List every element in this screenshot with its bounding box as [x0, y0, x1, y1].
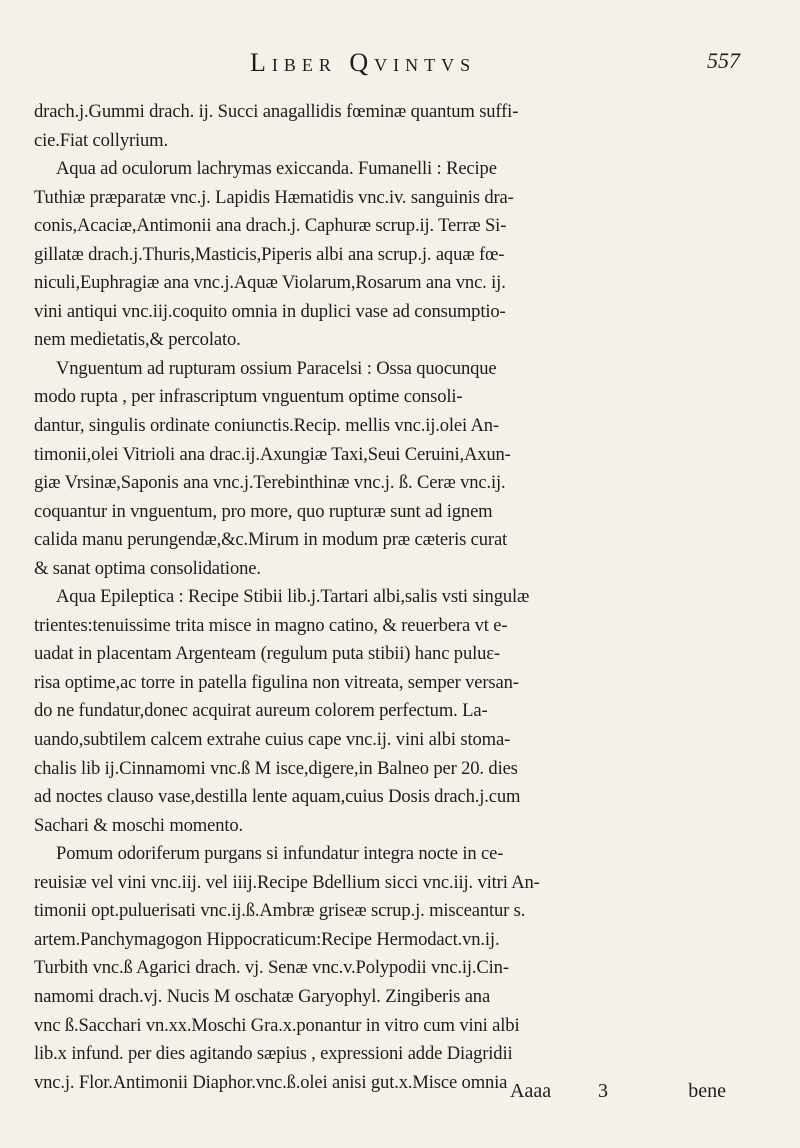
text-line: niculi,Euphragiæ ana vnc.j.Aquæ Violarum,Rosarum ana vnc. ij. — [34, 272, 506, 294]
page-number: 557 — [707, 48, 740, 73]
text-line: reuisiæ vel vini vnc.iij. vel iiij.Recipe Bdellium sicci vnc.iij. vitri An- — [34, 871, 540, 893]
running-title: Liber Qvintvs — [250, 48, 477, 77]
body-text — [34, 98, 766, 1097]
text-line: Tuthiæ præparatæ vnc.j. Lapidis Hæmatidis vnc.iv. sanguinis dra- — [34, 186, 514, 208]
text-line: Turbith vnc.ß Agarici drach. vj. Senæ vnc.v.Polypodii vnc.ij.Cin- — [34, 957, 509, 979]
text-line: vini antiqui vnc.iij.coquito omnia in duplici vase ad consumptio- — [34, 300, 506, 322]
text-line: giæ Vrsinæ,Saponis ana vnc.j.Terebinthinæ vnc.j. ß. Ceræ vnc.ij. — [34, 472, 506, 494]
page-footer — [0, 1080, 726, 1110]
text-line: vnc.j. Flor.Antimonii Diaphor.vnc.ß.olei anisi gut.x.Misce omnia — [34, 1071, 508, 1093]
text-line: Aqua Epileptica : Recipe Stibii lib.j.Tartari albi,salis vsti singulæ — [56, 586, 530, 608]
paragraph — [34, 155, 766, 355]
text-line: chalis lib ij.Cinnamomi vnc.ß M isce,digere,in Balneo per 20. dies — [34, 757, 518, 779]
text-line: Sachari & moschi momento. — [34, 814, 244, 836]
paragraph — [34, 98, 766, 155]
text-line: vnc ß.Sacchari vn.xx.Moschi Gra.x.ponantur in vitro cum vini albi — [34, 1014, 520, 1036]
text-line: Pomum odoriferum purgans si infundatur integra nocte in ce- — [56, 843, 504, 865]
paragraph — [34, 355, 766, 583]
text-line: Aqua ad oculorum lachrymas exiccanda. Fumanelli : Recipe — [56, 158, 497, 180]
paragraph — [34, 840, 766, 1097]
text-line: artem.Panchymagogon Hippocraticum:Recipe Hermodact.vn.ij. — [34, 928, 500, 950]
text-line: cie.Fiat collyrium. — [34, 129, 168, 151]
catchword: bene — [688, 1080, 726, 1102]
text-line: ad noctes clauso vase,destilla lente aquam,cuius Dosis drach.j.cum — [34, 786, 521, 808]
text-line: trientes:tenuissime trita misce in magno catino, & reuerbera vt e- — [34, 614, 508, 636]
signature-mark: Aaaa — [510, 1080, 552, 1102]
text-line: uando,subtilem calcem extrahe cuius cape vnc.ij. vini albi stoma- — [34, 729, 511, 751]
text-line: calida manu perungendæ,&c.Mirum in modum præ cæteris curat — [34, 529, 508, 551]
text-line: & sanat optima consolidatione. — [34, 557, 261, 579]
running-head — [250, 48, 740, 88]
text-line: do ne fundatur,donec acquirat aureum colorem perfectum. La- — [34, 700, 488, 722]
signature-number: 3 — [598, 1080, 608, 1102]
text-line: nem medietatis,& percolato. — [34, 329, 241, 351]
paragraph — [34, 583, 766, 840]
text-line: uadat in placentam Argenteam (regulum puta stibii) hanc puluε- — [34, 643, 500, 665]
text-line: lib.x infund. per dies agitando sæpius , expressioni adde Diagridii — [34, 1043, 513, 1065]
text-line: dantur, singulis ordinate coniunctis.Recip. mellis vnc.ij.olei An- — [34, 415, 499, 437]
text-line: gillatæ drach.j.Thuris,Masticis,Piperis albi ana scrup.j. aquæ fœ- — [34, 243, 505, 265]
text-line: drach.j.Gummi drach. ij. Succi anagallidis fœminæ quantum suffi- — [34, 101, 519, 122]
text-line: namomi drach.vj. Nucis M oschatæ Garyophyl. Zingiberis ana — [34, 985, 491, 1007]
text-line: coquantur in vnguentum, pro more, quo rupturæ sunt ad ignem — [34, 500, 493, 522]
text-line: Vnguentum ad rupturam ossium Paracelsi : Ossa quocunque — [56, 357, 497, 379]
text-line: timonii,olei Vitrioli ana drac.ij.Axungiæ Taxi,Seui Ceruini,Axun- — [34, 443, 511, 465]
text-line: modo rupta , per infrascriptum vnguentum optime consoli- — [34, 386, 463, 408]
text-line: risa optime,ac torre in patella figulina non vitreata, semper versan- — [34, 671, 519, 693]
text-line: timonii opt.puluerisati vnc.ij.ß.Ambræ grisеæ scrup.j. misceantur s. — [34, 900, 526, 922]
text-line: conis,Acaciæ,Antimonii ana drach.j. Caphuræ scrup.ij. Terræ Si- — [34, 215, 507, 237]
